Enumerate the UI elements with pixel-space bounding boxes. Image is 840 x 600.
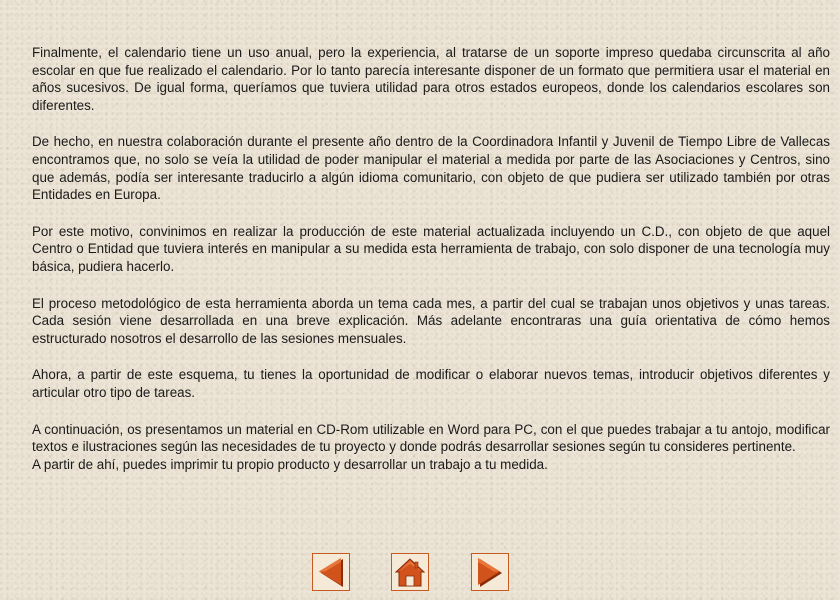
paragraph-3: Por este motivo, convinimos en realizar la producción de este material actualizada incluyendo un C.D., con objeto de que aquel Centro o Entidad que tuviera interés en manipular a su medida esta herramienta de trabajo, con solo disponer de una tecnología muy básica, pudiera hacerlo.	[32, 223, 830, 274]
paragraph-5: Ahora, a partir de este esquema, tu tienes la oportunidad de modificar o elaborar nuevos temas, introducir objetivos diferentes y articular otro tipo de tareas.	[32, 367, 830, 400]
home-icon	[392, 554, 428, 590]
home-button[interactable]	[391, 553, 429, 591]
paragraph-7: A partir de ahí, puedes imprimir tu propio producto y desarrollar un trabajo a tu medida.	[32, 456, 548, 472]
paragraph-1: Finalmente, el calendario tiene un uso anual, pero la experiencia, al tratarse de un soporte impreso quedaba circunscrita al año escolar en que fue realizado el calendario. Por lo tanto parecía interesante disponer de un formato que permitiera usar el material en años sucesivos. De igual forma, queríamos que tuviera utilidad para otros estados europeos, donde los calendarios escolares son diferentes.	[32, 45, 830, 113]
paragraph-4: El proceso metodológico de esta herramienta aborda un tema cada mes, a partir del cual se trabajan unos objetivos y unas tareas. Cada sesión viene desarrollada en una breve explicación. Más adelante encontraras una guía orientativa de cómo hemos estructurado nosotros el desarrollo de las sesiones mensuales.	[32, 295, 830, 346]
main-text	[32, 44, 830, 473]
navigation-bar	[0, 553, 840, 593]
paragraph-2: De hecho, en nuestra colaboración durante el presente año dentro de la Coordinadora Infantil y Juvenil de Tiempo Libre de Vallecas encontramos que, no solo se veía la utilidad de poder manipular el material a medida por parte de las Asociaciones y Centros, sino que además, podía ser interesante traducirlo a algún idioma comunitario, con objeto de que pudiera ser utilizado también por otras Entidades en Europa.	[32, 134, 830, 203]
next-page-button[interactable]	[471, 553, 509, 591]
arrow-right-icon	[472, 554, 508, 590]
arrow-left-icon	[313, 554, 349, 590]
previous-page-button[interactable]	[312, 553, 350, 591]
paragraph-6: A continuación, os presentamos un material en CD-Rom utilizable en Word para PC, con el que puedes trabajar a tu antojo, modificar textos e ilustraciones según las necesidades de tu proyecto y donde podrás desarrollar sesiones según tu consideres pertinente.	[32, 421, 830, 455]
